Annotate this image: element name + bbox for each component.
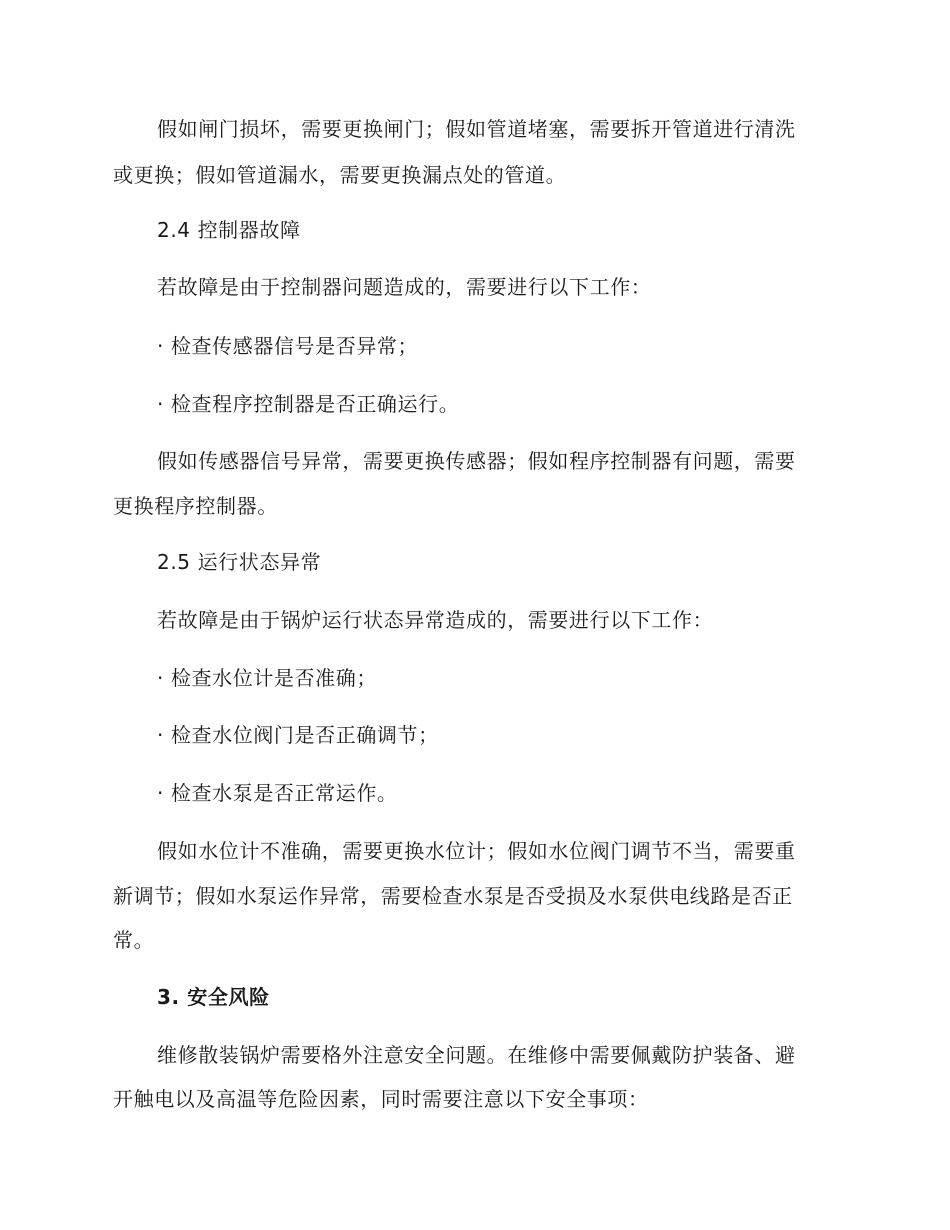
list-item: · 检查水位阀门是否正确调节；	[157, 723, 439, 747]
paragraph-line: 或更换；假如管道漏水，需要更换漏点处的管道。	[113, 163, 567, 187]
paragraph-line: 维修散装锅炉需要格外注意安全问题。在维修中需要佩戴防护装备、避	[157, 1043, 796, 1067]
list-item: · 检查传感器信号是否异常；	[157, 334, 419, 358]
paragraph-line: 常。	[113, 928, 155, 952]
list-item: · 检查水泵是否正常运作。	[157, 781, 398, 805]
chapter-heading: 3. 安全风险	[157, 985, 270, 1009]
list-item: · 检查水位计是否准确；	[157, 666, 377, 690]
paragraph-line: 假如水位计不准确，需要更换水位计；假如水位阀门调节不当，需要重	[157, 839, 796, 863]
section-heading: 2.4 控制器故障	[157, 218, 301, 242]
paragraph-line: 若故障是由于锅炉运行状态异常造成的，需要进行以下工作：	[157, 608, 714, 632]
list-item: · 检查程序控制器是否正确运行。	[157, 392, 460, 416]
section-heading: 2.5 运行状态异常	[157, 550, 322, 574]
paragraph-line: 假如传感器信号异常，需要更换传感器；假如程序控制器有问题，需要	[157, 449, 796, 473]
paragraph-line: 若故障是由于控制器问题造成的，需要进行以下工作：	[157, 275, 652, 299]
paragraph-line: 更换程序控制器。	[113, 494, 278, 518]
paragraph-line: 假如闸门损坏，需要更换闸门；假如管道堵塞，需要拆开管道进行清洗	[157, 117, 796, 141]
paragraph-line: 新调节；假如水泵运作异常，需要检查水泵是否受损及水泵供电线路是否正	[113, 884, 793, 908]
paragraph-line: 开触电以及高温等危险因素，同时需要注意以下安全事项：	[113, 1087, 649, 1111]
